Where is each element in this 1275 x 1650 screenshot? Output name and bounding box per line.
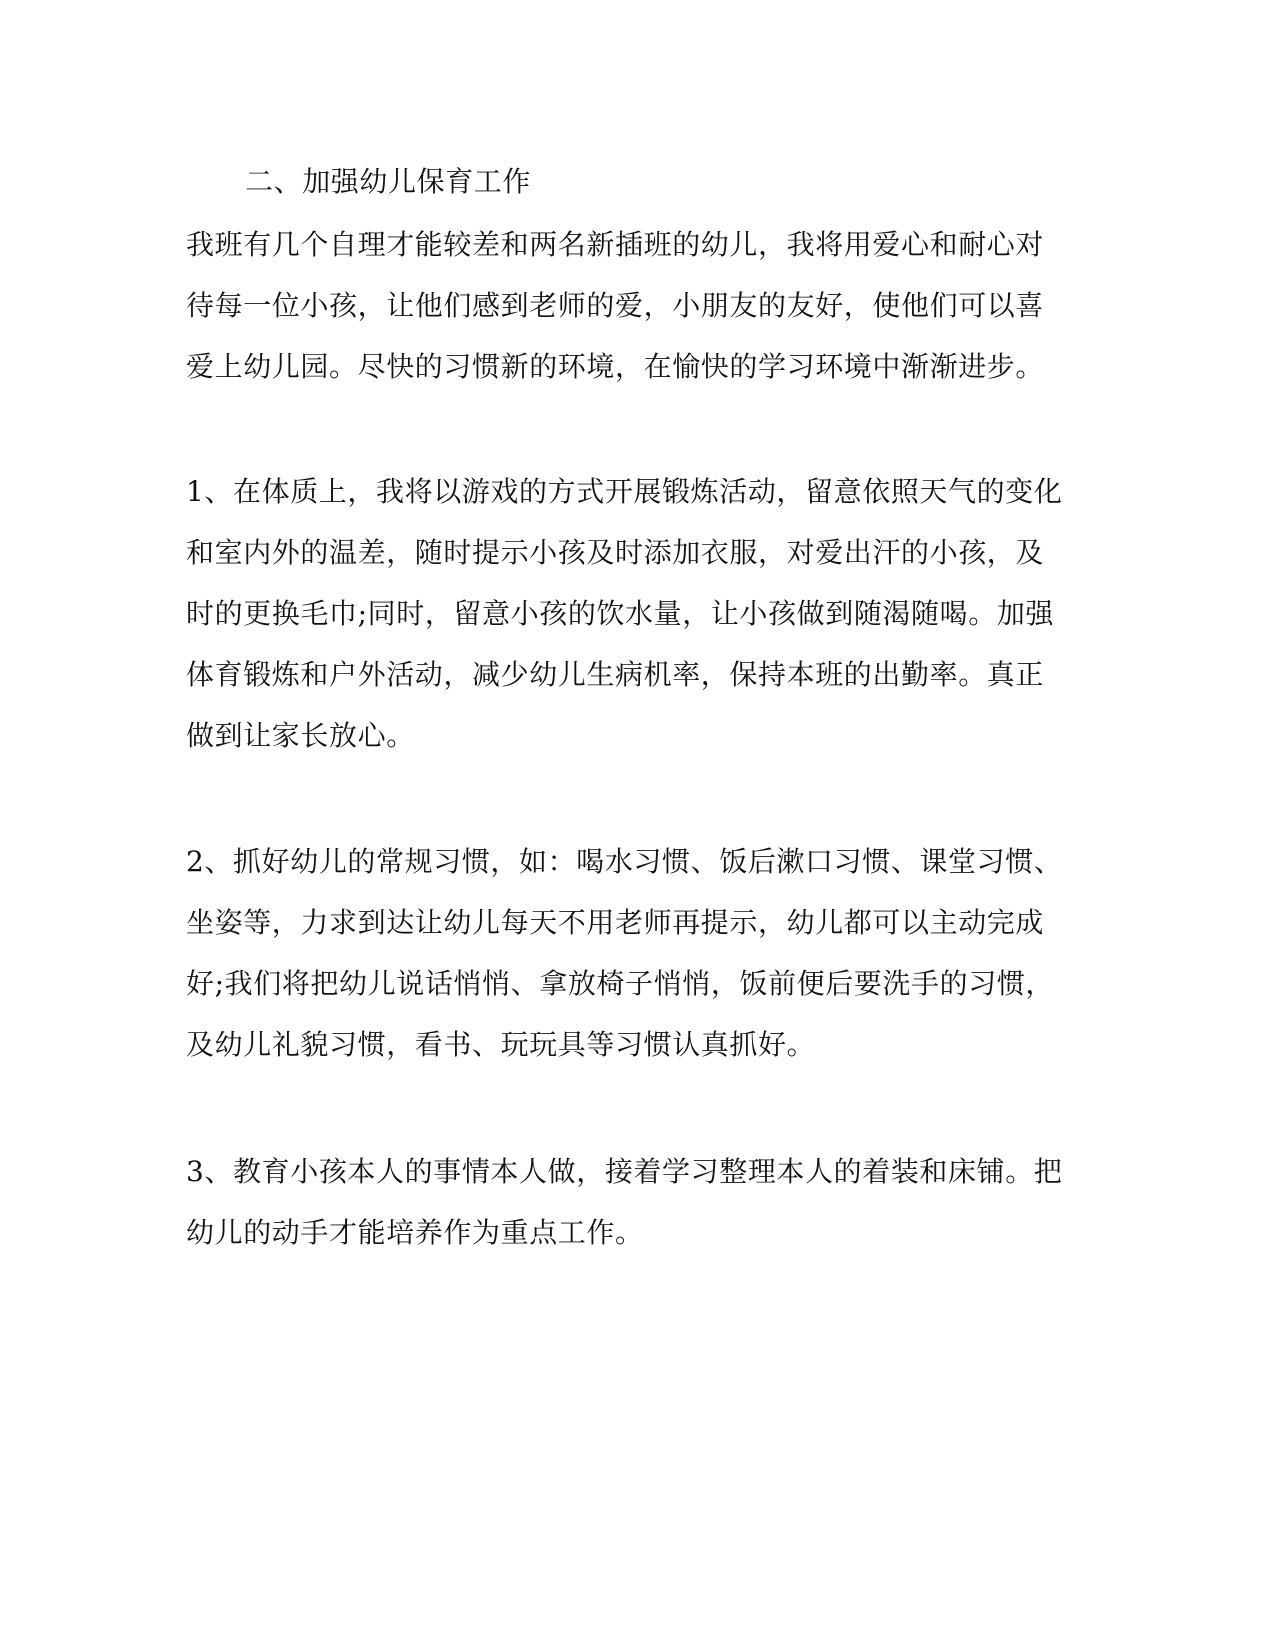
item1-line-3: 时的更换毛巾;同时，留意小孩的饮水量，让小孩做到随渴随喝。加强 bbox=[186, 597, 1055, 630]
section-heading: 二、加强幼儿保育工作 bbox=[245, 165, 532, 198]
item1-line-2: 和室内外的温差，随时提示小孩及时添加衣服，对爱出汗的小孩，及 bbox=[186, 536, 1045, 569]
item2-line-4: 及幼儿礼貌习惯，看书、玩玩具等习惯认真抓好。 bbox=[186, 1028, 816, 1061]
item2-line-1: 2、抓好幼儿的常规习惯，如：喝水习惯、饭后漱口习惯、课堂习惯、 bbox=[186, 845, 1063, 878]
item1-line-4: 体育锻炼和户外活动，减少幼儿生病机率，保持本班的出勤率。真正 bbox=[186, 658, 1045, 691]
item2-line-3: 好;我们将把幼儿说话悄悄、拿放椅子悄悄，饭前便后要洗手的习惯， bbox=[186, 967, 1055, 1000]
intro-line-2: 待每一位小孩，让他们感到老师的爱，小朋友的友好，使他们可以喜 bbox=[186, 289, 1045, 322]
intro-line-1: 我班有几个自理才能较差和两名新插班的幼儿，我将用爱心和耐心对 bbox=[186, 228, 1045, 261]
item2-line-2: 坐姿等，力求到达让幼儿每天不用老师再提示，幼儿都可以主动完成 bbox=[186, 906, 1045, 939]
item3-line-2: 幼儿的动手才能培养作为重点工作。 bbox=[186, 1216, 644, 1249]
intro-line-3: 爱上幼儿园。尽快的习惯新的环境，在愉快的学习环境中渐渐进步。 bbox=[186, 350, 1045, 383]
item3-line-1: 3、教育小孩本人的事情本人做，接着学习整理本人的着装和床铺。把 bbox=[186, 1155, 1063, 1188]
item1-line-1: 1、在体质上，我将以游戏的方式开展锻炼活动，留意依照天气的变化 bbox=[186, 475, 1063, 508]
item1-line-5: 做到让家长放心。 bbox=[186, 719, 415, 752]
